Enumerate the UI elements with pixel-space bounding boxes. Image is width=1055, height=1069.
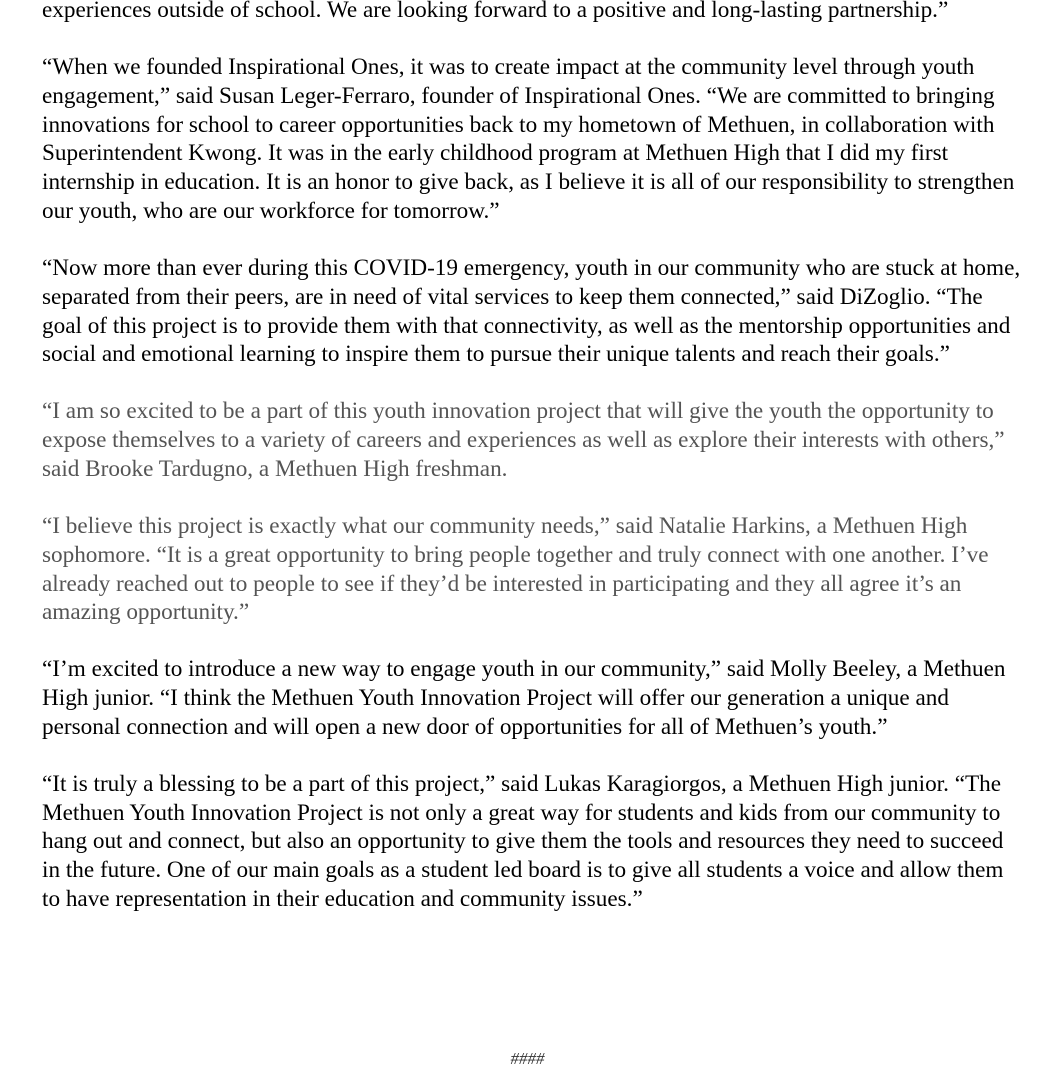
paragraph-leger-ferraro-quote: “When we founded Inspirational Ones, it was to create impact at the community level through youth engagement,” said Susan Leger-Ferraro, founder of Inspirational Ones. “We are committed to bringing innovations for school to career opportunities back to my hometown of Methuen, in collaboration with Superintendent Kwong. It was in the early childhood program at Methuen High that I did my first internship in education. It is an honor to give back, as I believe it is all of our responsibility to strengthen our youth, who are our workforce for tomorrow.”	[42, 53, 1015, 224]
paragraph-closing-partnership: experiences outside of school. We are looking forward to a positive and long-lasting partnership.”	[42, 0, 949, 23]
paragraph-beeley-quote: “I’m excited to introduce a new way to engage youth in our community,” said Molly Beeley, a Methuen High junior. “I think the Methuen Youth Innovation Project will offer our generation a unique and personal connection and will open a new door of opportunities for all of Methuen’s youth.”	[42, 656, 1006, 740]
end-of-release-mark: ####	[510, 1049, 545, 1068]
document-body	[42, 0, 1027, 942]
paragraph-harkins-quote: “I believe this project is exactly what our community needs,” said Natalie Harkins, a Methuen High sophomore. “It is a great opportunity to bring people together and truly connect with one another. I’ve already reached out to people to see if they’d be interested in participating and they all agree it’s an amazing opportunity.”	[42, 512, 989, 626]
paragraph-dizoglio-quote: “Now more than ever during this COVID-19 emergency, youth in our community who are stuck at home, separated from their peers, are in need of vital services to keep them connected,” said DiZoglio. “The goal of this project is to provide them with that connectivity, as well as the mentorship opportunities and social and emotional learning to inspire them to pursue their unique talents and reach their goals.”	[42, 254, 1021, 368]
paragraph-karagiorgos-quote: “It is truly a blessing to be a part of this project,” said Lukas Karagiorgos, a Methuen High junior. “The Methuen Youth Innovation Project is not only a great way for students and kids from our community to hang out and connect, but also an opportunity to give them the tools and resources they need to succeed in the future. One of our main goals as a student led board is to give all students a voice and allow them to have representation in their education and community issues.”	[42, 770, 1004, 913]
paragraph-tardugno-quote: “I am so excited to be a part of this youth innovation project that will give the youth the opportunity to expose themselves to a variety of careers and experiences as well as explore their interests with others,” said Brooke Tardugno, a Methuen High freshman.	[42, 398, 1005, 482]
